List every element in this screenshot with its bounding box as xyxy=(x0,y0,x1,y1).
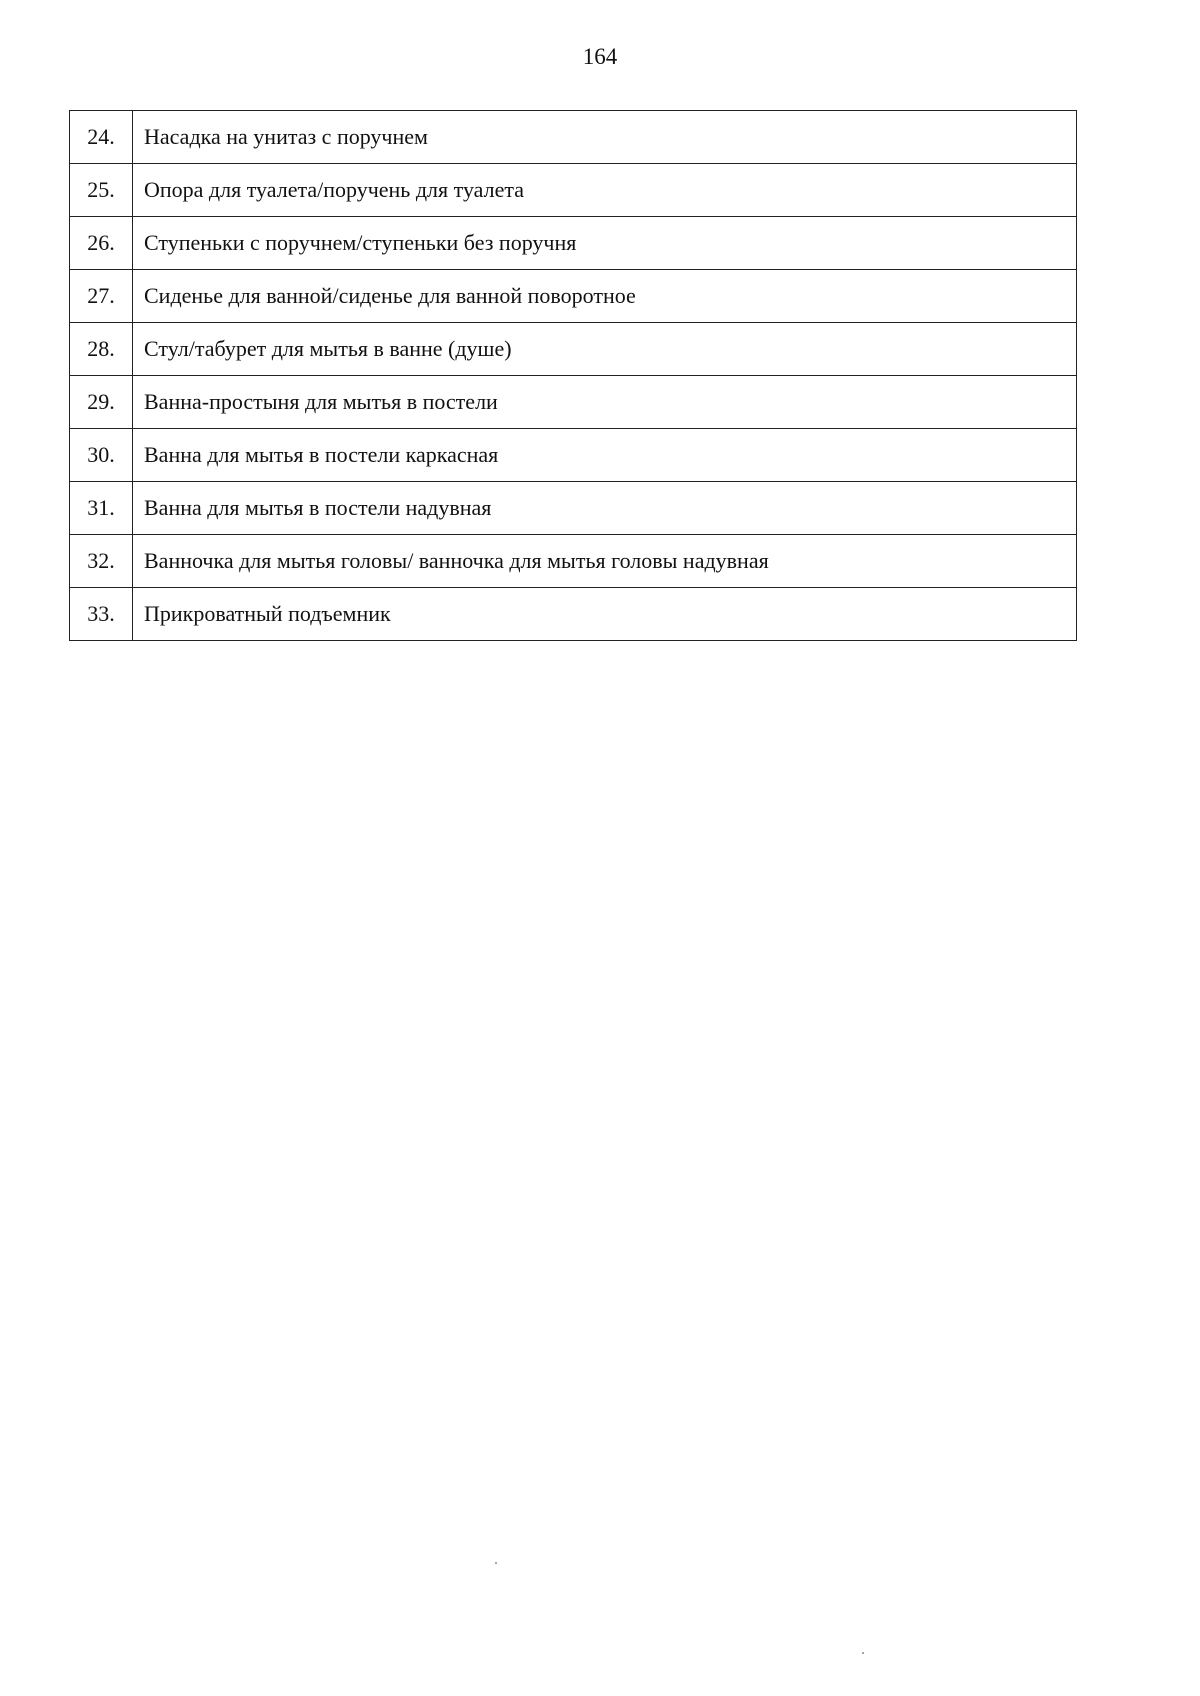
table-row xyxy=(70,429,1077,482)
table-row xyxy=(70,217,1077,270)
table-row xyxy=(70,270,1077,323)
scan-speck xyxy=(495,1562,497,1564)
scan-speck xyxy=(862,1652,864,1654)
table-row xyxy=(70,535,1077,588)
table-row xyxy=(70,376,1077,429)
row-number: 25. xyxy=(70,164,133,217)
row-item-name: Прикроватный подъемник xyxy=(133,588,1077,641)
table-row xyxy=(70,323,1077,376)
row-item-name: Сиденье для ванной/сиденье для ванной поворотное xyxy=(133,270,1077,323)
row-number: 28. xyxy=(70,323,133,376)
page-number: 164 xyxy=(582,44,618,69)
row-item-name: Ванна для мытья в постели каркасная xyxy=(133,429,1077,482)
row-number: 32. xyxy=(70,535,133,588)
table-row xyxy=(70,482,1077,535)
row-number: 27. xyxy=(70,270,133,323)
row-item-name: Стул/табурет для мытья в ванне (душе) xyxy=(133,323,1077,376)
items-table xyxy=(69,110,1077,641)
table-row xyxy=(70,111,1077,164)
row-number: 26. xyxy=(70,217,133,270)
row-item-name: Опора для туалета/поручень для туалета xyxy=(133,164,1077,217)
row-number: 33. xyxy=(70,588,133,641)
row-item-name: Насадка на унитаз с поручнем xyxy=(133,111,1077,164)
row-item-name: Ванна для мытья в постели надувная xyxy=(133,482,1077,535)
table-row xyxy=(70,164,1077,217)
row-number: 30. xyxy=(70,429,133,482)
table-row xyxy=(70,588,1077,641)
row-item-name: Ванночка для мытья головы/ ванночка для мытья головы надувная xyxy=(133,535,1077,588)
row-number: 29. xyxy=(70,376,133,429)
row-item-name: Ванна-простыня для мытья в постели xyxy=(133,376,1077,429)
row-number: 24. xyxy=(70,111,133,164)
row-number: 31. xyxy=(70,482,133,535)
row-item-name: Ступеньки с поручнем/ступеньки без поручня xyxy=(133,217,1077,270)
